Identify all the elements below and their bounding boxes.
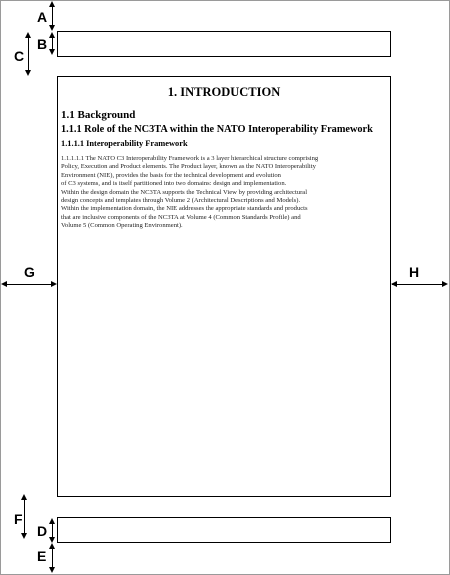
body-line: Within the design domain the NC3TA supports the Technical View by providing architectural	[61, 188, 308, 196]
body-line: that are inclusive components of the NC3TA at Volume 4 (Common Standards Profile) and	[61, 213, 301, 221]
arrow-up-icon	[49, 518, 55, 524]
body-line: 1.1.1.1.1 The NATO C3 Interoperability Framework is a 3 layer hierarchical structure comprising	[61, 155, 319, 162]
arrow-right-icon	[442, 281, 448, 287]
arrow-down-icon	[49, 49, 55, 55]
arrow-left-icon	[1, 281, 7, 287]
arrow-down-icon	[49, 567, 55, 573]
dimension-g-line	[4, 284, 55, 285]
marker-d-label: D	[37, 523, 48, 539]
arrow-up-icon	[21, 494, 27, 500]
heading-level-3: 1.1.1.1 Interoperability Framework	[61, 139, 188, 148]
dimension-h-line	[392, 284, 445, 285]
header-box	[57, 31, 391, 57]
arrow-down-icon	[25, 70, 31, 76]
body-line: Environment (NIE), provides the basis for the technical development and evolution	[61, 171, 281, 179]
footer-box	[57, 517, 391, 543]
body-line: Policy, Execution and Product elements. The Product layer, known as the NATO Interoperability	[61, 163, 316, 171]
marker-b-label: B	[37, 36, 48, 52]
marker-f-label: F	[14, 511, 23, 527]
marker-c-label: C	[14, 48, 25, 64]
body-line: Within the implementation domain, the NIE addresses the appropriate standards and products	[61, 205, 308, 213]
arrow-up-icon	[49, 543, 55, 549]
marker-h-label: H	[409, 264, 420, 280]
arrow-down-icon	[21, 533, 27, 539]
heading-level-1: 1.1 Background	[61, 109, 136, 121]
dimension-f-line	[24, 496, 25, 536]
arrow-left-icon	[391, 281, 397, 287]
page-body-box	[57, 76, 391, 497]
arrow-down-icon	[49, 25, 55, 31]
arrow-up-icon	[25, 32, 31, 38]
arrow-up-icon	[49, 32, 55, 38]
marker-e-label: E	[37, 548, 47, 564]
body-line: Volume 5 (Common Operating Environment).	[61, 222, 183, 230]
marker-g-label: G	[24, 264, 35, 280]
page-title: 1. INTRODUCTION	[167, 85, 281, 99]
marker-a-label: A	[37, 9, 48, 25]
body-line: design concepts and templates through Volume 2 (Architectural Descriptions and Models).	[61, 197, 301, 205]
body-paragraph	[61, 155, 387, 231]
dimension-c-line	[28, 34, 29, 74]
body-line: of C3 systems, and is itself partitioned into two domains: design and implementation.	[61, 180, 287, 188]
heading-level-2: 1.1.1 Role of the NC3TA within the NATO Interoperability Framework	[61, 124, 373, 135]
arrow-right-icon	[51, 281, 57, 287]
arrow-up-icon	[49, 1, 55, 7]
